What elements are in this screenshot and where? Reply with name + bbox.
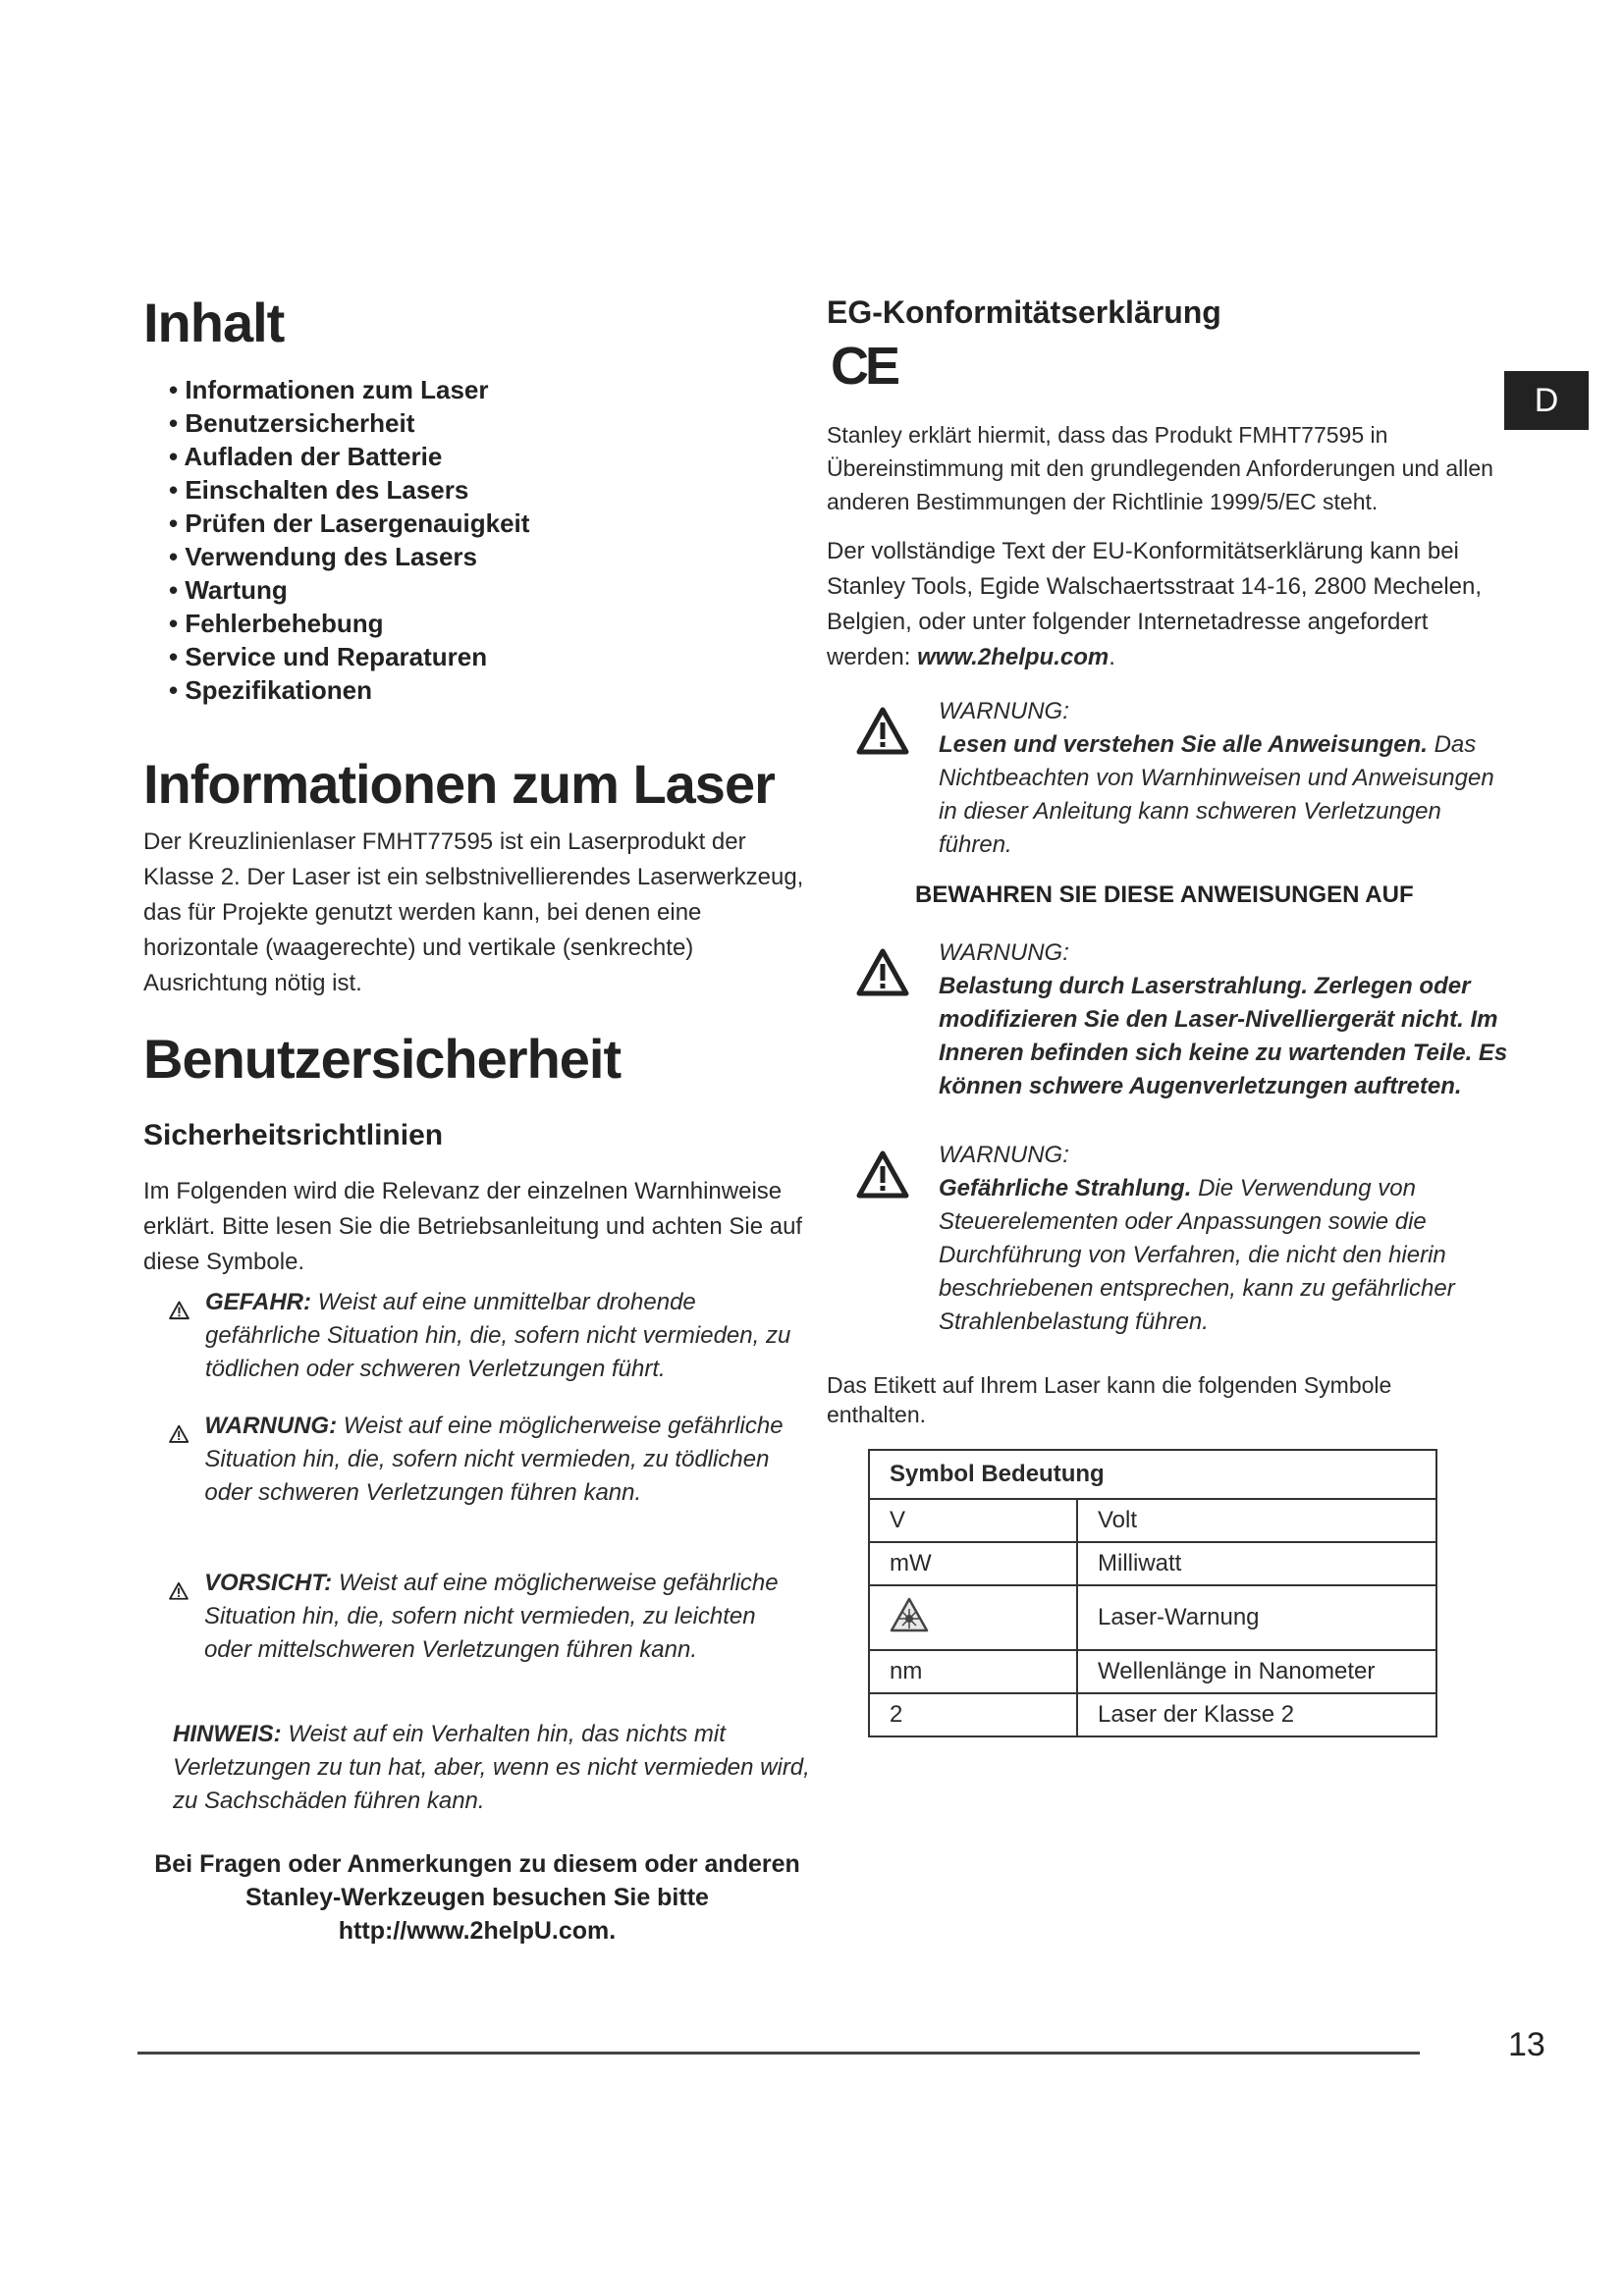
notice-label: HINWEIS: (173, 1721, 282, 1747)
symbol-cell (869, 1585, 1077, 1650)
symbol-cell: mW (869, 1542, 1077, 1585)
warning2-label: WARNUNG: (939, 939, 1069, 966)
warning-triangle-icon (169, 1286, 189, 1335)
toc-item: • Informationen zum Laser (169, 373, 529, 406)
meaning-cell: Laser-Warnung (1077, 1585, 1436, 1650)
ec-title: EG-Konformitätserklärung (827, 294, 1221, 330)
caution-block (169, 1567, 807, 1667)
notice-block (173, 1718, 811, 1818)
laser-info-text: Der Kreuzlinienlaser FMHT77595 ist ein Laserprodukt der Klasse 2. Der Laser ist ein selbstnivellierendes Laserwerkzeug, das für Projekte genutzt werden kann, bei denen eine horizontale (waagerechte) und vertikale (senkrechte) Ausrichtung nötig ist. (143, 828, 804, 996)
symbol-table (868, 1449, 1437, 1737)
toc-item: • Service und Reparaturen (169, 640, 529, 673)
meaning-cell: Milliwatt (1077, 1542, 1436, 1585)
warning1-label: WARNUNG: (939, 698, 1069, 724)
warning-block (169, 1410, 807, 1510)
laser-warning-icon (890, 1597, 929, 1632)
safety-title: Benutzersicherheit (143, 1028, 622, 1090)
danger-label: GEFAHR: (204, 1289, 311, 1315)
symbol-cell: nm (869, 1650, 1077, 1693)
warning-triangle-icon (856, 1150, 909, 1200)
toc-item: • Spezifikationen (169, 673, 529, 707)
footer-rule (137, 2052, 1420, 2055)
warning-triangle-icon (856, 707, 909, 756)
keep-instructions: BEWAHREN SIE DIESE ANWEISUNGEN AUF (915, 881, 1414, 908)
safety-intro: Im Folgenden wird die Relevanz der einzelnen Warnhinweise erklärt. Bitte lesen Sie die Betriebsanleitung und achten Sie auf diese Symbole. (143, 1178, 803, 1275)
toc-item: • Einschalten des Lasers (169, 473, 529, 507)
symbol-cell: 2 (869, 1693, 1077, 1736)
ec-text1: Stanley erklärt hiermit, dass das Produkt FMHT77595 in Übereinstimmung mit den grundlegenden Anforderungen und allen anderen Bestimmungen der Richtlinie 1999/5/EC steht. (827, 422, 1493, 514)
toc-item: • Aufladen der Batterie (169, 440, 529, 473)
laser-info-title: Informationen zum Laser (143, 753, 775, 815)
toc-item: • Fehlerbehebung (169, 607, 529, 640)
toc-item: • Verwendung des Lasers (169, 540, 529, 573)
toc-item: • Prüfen der Lasergenauigkeit (169, 507, 529, 540)
table-of-contents (169, 373, 529, 707)
safety-subtitle: Sicherheitsrichtlinien (143, 1119, 444, 1151)
contents-title: Inhalt (143, 292, 285, 353)
warning-triangle-icon (856, 948, 909, 997)
language-tab: D (1504, 371, 1589, 430)
warning-triangle-icon (169, 1567, 189, 1616)
contact-url: http://www.2helpU.com. (338, 1917, 617, 1945)
meaning-cell: Volt (1077, 1499, 1436, 1542)
warning1-block (939, 695, 1498, 862)
table-row (869, 1693, 1436, 1736)
warning-triangle-icon (169, 1410, 189, 1459)
meaning-cell: Laser der Klasse 2 (1077, 1693, 1436, 1736)
warning1-bold: Lesen und verstehen Sie alle Anweisungen. (939, 731, 1428, 758)
symbol-cell: V (869, 1499, 1077, 1542)
toc-item: • Wartung (169, 573, 529, 607)
warning2-block (939, 936, 1508, 1103)
ce-mark: CE (831, 337, 897, 396)
danger-block (169, 1286, 807, 1386)
notice-text: Weist auf ein Verhalten hin, das nichts mit Verletzungen zu tun hat, aber, wenn es nicht vermieden wird, zu Sachschäden führen kann. (173, 1721, 810, 1814)
contact-line1: Bei Fragen oder Anmerkungen zu diesem oder anderen (154, 1850, 800, 1878)
warning-label: WARNUNG: (204, 1413, 338, 1439)
caution-text: Weist auf eine möglicherweise gefährliche Situation hin, die, sofern nicht vermieden, zu leichten oder mittelschweren Verletzungen führen kann. (203, 1570, 779, 1663)
ec-url[interactable]: www.2helpu.com (917, 644, 1110, 670)
meaning-cell: Wellenlänge in Nanometer (1077, 1650, 1436, 1693)
ec-text2-block (827, 534, 1494, 675)
warning-text: Weist auf eine möglicherweise gefährliche Situation hin, die, sofern nicht vermieden, zu tödlichen oder schweren Verletzungen führen kann. (204, 1413, 784, 1506)
danger-text: Weist auf eine unmittelbar drohende gefährliche Situation hin, die, sofern nicht vermieden, zu tödlichen oder schweren Verletzungen führt. (204, 1289, 791, 1382)
warning3-label: WARNUNG: (939, 1142, 1069, 1168)
ec-url-suffix: . (1109, 644, 1115, 670)
warning1-text: Das Nichtbeachten von Warnhinweisen und Anweisungen in dieser Anleitung kann schweren Verletzungen führen. (939, 731, 1494, 858)
table-row (869, 1542, 1436, 1585)
warning3-block (939, 1139, 1489, 1339)
table-row (869, 1650, 1436, 1693)
contact-block (143, 1847, 811, 1948)
warning3-bold: Gefährliche Strahlung. (939, 1175, 1192, 1201)
caution-label: VORSICHT: (203, 1570, 333, 1596)
table-row (869, 1499, 1436, 1542)
table-row (869, 1585, 1436, 1650)
symbols-intro: Das Etikett auf Ihrem Laser kann die folgenden Symbole enthalten. (827, 1372, 1392, 1427)
warning3-text: Die Verwendung von Steuerelementen oder Anpassungen sowie die Durchführung von Verfahren, die nicht den hierin beschriebenen entsprechen, kann zu gefährlicher Strahlenbelastung führen. (939, 1175, 1455, 1335)
toc-item: • Benutzersicherheit (169, 406, 529, 440)
table-header: Symbol Bedeutung (869, 1450, 1436, 1499)
page-number: 13 (1508, 2026, 1545, 2063)
ec-text2: Der vollständige Text der EU-Konformitätserklärung kann bei Stanley Tools, Egide Walschaertsstraat 14-16, 2800 Mechelen, Belgien, oder unter folgender Internetadresse angefordert werden: (827, 538, 1483, 670)
contact-line2: Stanley-Werkzeugen besuchen Sie bitte (245, 1884, 709, 1911)
warning2-bold: Belastung durch Laserstrahlung. Zerlegen oder modifizieren Sie den Laser-Nivelliergerät nicht. Im Inneren befinden sich keine zu wartenden Teile. Es können schwere Augenverletzungen auftreten. (939, 973, 1508, 1099)
table-header-row (869, 1450, 1436, 1499)
